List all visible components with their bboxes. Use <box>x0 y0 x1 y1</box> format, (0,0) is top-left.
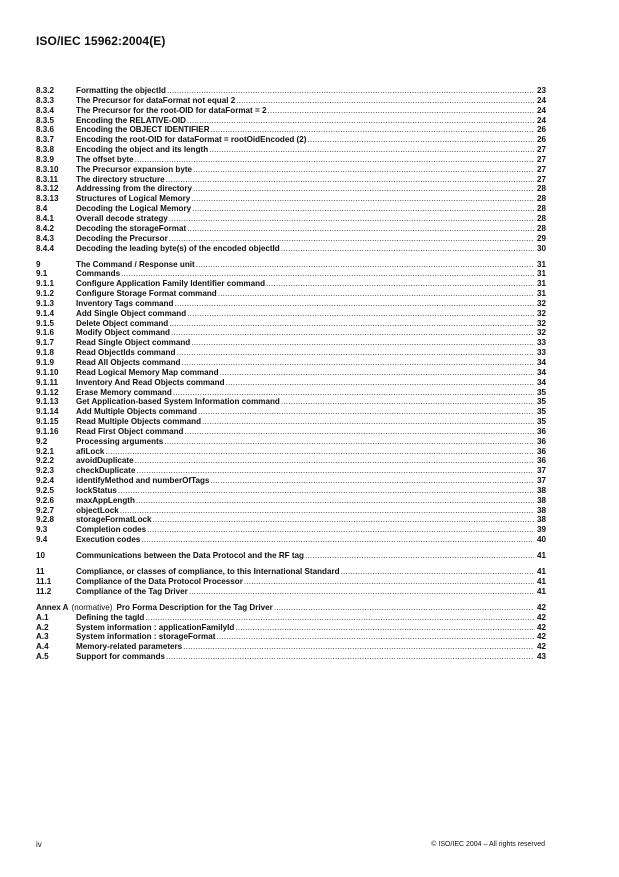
toc-entry-number: Annex A <box>36 602 69 612</box>
toc-entry-title: Erase Memory command <box>76 387 172 397</box>
page-number: iv <box>36 840 42 849</box>
toc-entry-number: 9.1.4 <box>36 308 55 318</box>
toc-entry-number: 9.2 <box>36 436 48 446</box>
toc-entry-page: 24 <box>536 115 546 125</box>
toc-entry-page: 42 <box>536 642 546 652</box>
toc-entry-number: 8.4.1 <box>36 213 55 223</box>
copyright-notice: © ISO/IEC 2004 – All rights reserved <box>431 841 545 848</box>
toc-entry-title: checkDuplicate <box>76 466 136 476</box>
dot-leader <box>121 269 534 279</box>
toc-entry-page: 35 <box>536 417 546 427</box>
dot-leader <box>166 652 534 662</box>
toc-entry-number: 9.1.6 <box>36 328 55 338</box>
dot-leader <box>210 476 534 486</box>
toc-entry-number: 8.3.8 <box>36 145 55 155</box>
toc-entry-page: 37 <box>536 466 546 476</box>
annex-title-text: Pro Forma Description for the Tag Driver <box>116 602 273 612</box>
toc-entry[interactable] <box>36 577 546 587</box>
toc-entry[interactable] <box>36 427 546 437</box>
toc-entry[interactable] <box>36 184 546 194</box>
toc-entry-title: Encoding the OBJECT IDENTIFIER <box>76 125 210 135</box>
toc-entry-title: Read Multiple Objects command <box>76 417 202 427</box>
dot-leader <box>153 515 534 525</box>
toc-entry-number: 8.3.4 <box>36 105 55 115</box>
dot-leader <box>191 338 534 348</box>
toc-entry[interactable] <box>36 244 546 254</box>
toc-entry[interactable] <box>36 194 546 204</box>
toc-entry-title: Decoding the storageFormat <box>76 223 187 233</box>
toc-entry-title: Inventory Tags command <box>76 298 174 308</box>
toc-entry-title: Formatting the objectId <box>76 86 166 95</box>
toc-entry-number: A.5 <box>36 652 49 662</box>
dot-leader <box>193 184 534 194</box>
toc-entry-page: 27 <box>536 164 546 174</box>
toc-entry-title: Defining the tagId <box>76 612 145 622</box>
toc-entry-title: System information : applicationFamilyId <box>76 622 235 632</box>
toc-entry[interactable] <box>36 515 546 525</box>
toc-entry-title: Commands <box>76 269 121 279</box>
toc-entry[interactable] <box>36 466 546 476</box>
toc-entry-page: 38 <box>536 515 546 525</box>
toc-entry-page: 32 <box>536 328 546 338</box>
toc-entry-title: The directory structure <box>76 174 165 184</box>
toc-entry-number: 9.4 <box>36 535 48 545</box>
toc-entry[interactable] <box>36 613 546 623</box>
toc-entry[interactable] <box>36 388 546 398</box>
dot-leader <box>135 155 534 165</box>
toc-entry-title: The Precursor for the root-OID for dataFormat = 2 <box>76 105 267 115</box>
toc-entry-page: 23 <box>536 86 546 95</box>
dot-leader <box>185 427 535 437</box>
toc-entry-title: The Precursor for dataFormat not equal 2 <box>76 95 236 105</box>
toc-entry-title: storageFormatLock <box>76 515 152 525</box>
toc-entry-title: The Precursor expansion byte <box>76 164 193 174</box>
dot-leader <box>136 466 534 476</box>
toc-entry-page: 33 <box>536 338 546 348</box>
toc-entry-page: 35 <box>536 407 546 417</box>
toc-entry[interactable] <box>36 652 546 662</box>
toc-entry[interactable] <box>36 551 546 561</box>
toc-entry-page: 41 <box>536 577 546 587</box>
toc-entry-page: 41 <box>536 586 546 596</box>
toc-entry[interactable] <box>36 496 546 506</box>
dot-leader <box>187 116 534 126</box>
toc-entry-number: A.4 <box>36 642 49 652</box>
toc-entry-title: Read Logical Memory Map command <box>76 367 219 377</box>
toc-entry-number: 8.3.9 <box>36 154 55 164</box>
dot-leader <box>236 96 534 106</box>
toc-entry[interactable] <box>36 378 546 388</box>
dot-leader <box>193 165 534 175</box>
toc-entry-title: Compliance of the Data Protocol Processor <box>76 577 243 587</box>
toc-entry-title: Compliance, or classes of compliance, to this International Standard <box>76 567 340 577</box>
toc-entry-title: Decoding the Precursor <box>76 233 168 243</box>
toc-entry-title: Read ObjectIds command <box>76 348 176 358</box>
toc-entry-page: 31 <box>536 279 546 289</box>
toc-entry-title: Communications between the Data Protocol and the RF tag <box>76 551 304 561</box>
toc-entry[interactable] <box>36 535 546 545</box>
dot-leader <box>173 388 534 398</box>
dot-leader <box>187 309 534 319</box>
dot-leader <box>226 378 534 388</box>
dot-leader <box>196 260 534 270</box>
toc-entry-title: Memory-related parameters <box>76 642 183 652</box>
toc-entry-number: A.1 <box>36 612 49 622</box>
dot-leader <box>281 244 534 254</box>
toc-entry-number: 8.4.2 <box>36 223 55 233</box>
dot-leader <box>192 204 534 214</box>
toc-entry-title: Encoding the object and its length <box>76 145 209 155</box>
toc-entry-number: 9.1.16 <box>36 426 59 436</box>
toc-entry-number: 9.1.14 <box>36 407 59 417</box>
toc-entry-page: 42 <box>536 622 546 632</box>
dot-leader <box>183 642 534 652</box>
toc-entry-title: Decoding the leading byte(s) of the encoded objectId <box>76 243 280 253</box>
toc-entry-page: 27 <box>536 154 546 164</box>
dot-leader <box>267 106 534 116</box>
dot-leader <box>274 603 534 613</box>
toc-entry-title: Execution codes <box>76 535 141 545</box>
toc-entry-number: 9.1.11 <box>36 377 59 387</box>
toc-entry[interactable] <box>36 368 546 378</box>
dot-leader <box>187 224 534 234</box>
toc-entry-page: 38 <box>536 495 546 505</box>
toc-entry[interactable] <box>36 328 546 338</box>
dot-leader <box>147 525 534 535</box>
toc-entry-number: 9.2.5 <box>36 485 55 495</box>
toc-entry-number: 10 <box>36 551 46 561</box>
toc-entry-title: Addressing from the directory <box>76 184 193 194</box>
dot-leader <box>167 86 534 96</box>
toc-entry-title: Modify Object command <box>76 328 170 338</box>
toc-entry-number: 9.1.10 <box>36 367 59 377</box>
toc-entry-title <box>69 603 273 613</box>
toc-entry-title: Completion codes <box>76 525 147 535</box>
dot-leader <box>141 535 534 545</box>
toc-entry-number: 8.3.6 <box>36 125 55 135</box>
toc-entry[interactable] <box>36 506 546 516</box>
toc-entry-page: 40 <box>536 535 546 545</box>
toc-entry-page: 38 <box>536 485 546 495</box>
toc-entry-number: 9.1.2 <box>36 289 55 299</box>
dot-leader <box>120 506 534 516</box>
toc-entry-number: 9.1.7 <box>36 338 55 348</box>
toc-entry-title: The offset byte <box>76 154 134 164</box>
toc-entry-page: 34 <box>536 367 546 377</box>
table-of-contents <box>36 86 546 662</box>
toc-entry[interactable] <box>36 567 546 577</box>
dot-leader <box>189 587 534 597</box>
toc-entry-title: Compliance of the Tag Driver <box>76 586 188 596</box>
toc-entry-title: Configure Application Family Identifier command <box>76 279 266 289</box>
toc-entry-title: Overall decode strategy <box>76 213 168 223</box>
toc-entry-number: A.3 <box>36 632 49 642</box>
toc-entry[interactable] <box>36 603 546 613</box>
toc-entry-page: 43 <box>536 652 546 662</box>
toc-entry[interactable] <box>36 447 546 457</box>
toc-entry-page: 27 <box>536 174 546 184</box>
toc-entry[interactable] <box>36 348 546 358</box>
dot-leader <box>169 214 534 224</box>
toc-entry-page: 36 <box>536 426 546 436</box>
toc-entry-number: 9 <box>36 259 41 269</box>
toc-entry-number: 9.2.8 <box>36 515 55 525</box>
toc-entry-page: 26 <box>536 125 546 135</box>
dot-leader <box>305 551 534 561</box>
toc-entry-page: 42 <box>536 612 546 622</box>
toc-entry[interactable] <box>36 407 546 417</box>
toc-entry-number: 9.3 <box>36 525 48 535</box>
toc-entry-title: maxAppLength <box>76 495 135 505</box>
annex-type-label: (normative) <box>71 602 113 612</box>
dot-leader <box>182 358 535 368</box>
toc-entry-title: Configure Storage Format command <box>76 289 217 299</box>
toc-entry-page: 31 <box>536 259 546 269</box>
toc-entry-page: 33 <box>536 348 546 358</box>
toc-entry-title: identifyMethod and numberOfTags <box>76 476 210 486</box>
toc-entry-title: Get Application-based System Information command <box>76 397 280 407</box>
toc-entry[interactable] <box>36 145 546 155</box>
toc-entry-title: afiLock <box>76 446 105 456</box>
toc-entry-number: 9.2.4 <box>36 476 55 486</box>
toc-entry-page: 31 <box>536 289 546 299</box>
toc-entry-page: 34 <box>536 357 546 367</box>
dot-leader <box>145 613 534 623</box>
toc-entry-number: 8.3.10 <box>36 164 59 174</box>
dot-leader <box>191 194 534 204</box>
toc-entry-number: 11.1 <box>36 577 52 587</box>
toc-entry-number: 9.2.2 <box>36 456 55 466</box>
toc-entry-number: 8.4 <box>36 204 48 214</box>
toc-entry-number: 8.3.13 <box>36 194 59 204</box>
toc-entry[interactable] <box>36 486 546 496</box>
toc-entry-number: 8.3.11 <box>36 174 59 184</box>
toc-entry-title: Delete Object command <box>76 318 169 328</box>
toc-entry-title: The Command / Response unit <box>76 259 195 269</box>
toc-entry[interactable] <box>36 269 546 279</box>
toc-entry-number: 8.3.3 <box>36 95 55 105</box>
toc-entry[interactable] <box>36 289 546 299</box>
toc-entry-title: Processing arguments <box>76 436 164 446</box>
dot-leader <box>281 397 534 407</box>
toc-entry-title: Structures of Logical Memory <box>76 194 191 204</box>
toc-entry-page: 32 <box>536 318 546 328</box>
toc-entry-title: Read Single Object command <box>76 338 191 348</box>
toc-entry[interactable] <box>36 86 546 96</box>
toc-entry-page: 29 <box>536 233 546 243</box>
toc-entry-number: 9.1 <box>36 269 48 279</box>
toc-entry-page: 36 <box>536 436 546 446</box>
toc-entry[interactable] <box>36 224 546 234</box>
toc-entry-page: 42 <box>536 632 546 642</box>
toc-entry[interactable] <box>36 437 546 447</box>
toc-entry-title: Read First Object command <box>76 426 184 436</box>
document-header: ISO/IEC 15962:2004(E) <box>36 34 166 48</box>
toc-entry[interactable] <box>36 234 546 244</box>
toc-entry-number: 8.4.3 <box>36 233 55 243</box>
toc-entry[interactable] <box>36 135 546 145</box>
toc-entry-number: 8.4.4 <box>36 243 55 253</box>
toc-entry-number: 9.2.7 <box>36 505 55 515</box>
toc-entry[interactable] <box>36 155 546 165</box>
toc-entry-title: Add Single Object command <box>76 308 187 318</box>
dot-leader <box>174 299 534 309</box>
toc-entry-page: 36 <box>536 446 546 456</box>
toc-entry-page: 41 <box>536 551 546 561</box>
toc-entry-title: avoidDuplicate <box>76 456 134 466</box>
toc-entry-number: 11.2 <box>36 586 52 596</box>
dot-leader <box>118 486 534 496</box>
toc-entry-page: 38 <box>536 505 546 515</box>
toc-entry-page: 26 <box>536 135 546 145</box>
toc-entry-page: 35 <box>536 397 546 407</box>
toc-entry-number: 8.3.12 <box>36 184 59 194</box>
toc-entry[interactable] <box>36 338 546 348</box>
toc-entry[interactable] <box>36 319 546 329</box>
toc-entry-number: 9.1.1 <box>36 279 55 289</box>
toc-entry[interactable] <box>36 260 546 270</box>
toc-entry[interactable] <box>36 587 546 597</box>
dot-leader <box>164 437 534 447</box>
toc-entry-page: 30 <box>536 243 546 253</box>
toc-entry-page: 34 <box>536 377 546 387</box>
toc-entry-page: 37 <box>536 476 546 486</box>
toc-entry-title: Support for commands <box>76 652 166 662</box>
dot-leader <box>169 319 534 329</box>
toc-entry[interactable] <box>36 623 546 633</box>
toc-entry[interactable] <box>36 125 546 135</box>
dot-leader <box>135 456 534 466</box>
toc-entry-page: 36 <box>536 456 546 466</box>
toc-entry[interactable] <box>36 214 546 224</box>
dot-leader <box>105 447 534 457</box>
toc-entry-page: 28 <box>536 204 546 214</box>
dot-leader <box>198 407 534 417</box>
toc-entry-page: 35 <box>536 387 546 397</box>
dot-leader <box>136 496 534 506</box>
toc-entry-number: A.2 <box>36 622 49 632</box>
toc-entry-number: 9.1.13 <box>36 397 59 407</box>
dot-leader <box>220 368 534 378</box>
toc-entry[interactable] <box>36 456 546 466</box>
toc-entry-page: 28 <box>536 223 546 233</box>
toc-entry[interactable] <box>36 309 546 319</box>
dot-leader <box>266 279 534 289</box>
toc-entry-number: 8.3.7 <box>36 135 55 145</box>
dot-leader <box>341 567 534 577</box>
toc-entry-page: 28 <box>536 184 546 194</box>
toc-entry-page: 28 <box>536 194 546 204</box>
toc-entry-title: Read All Objects command <box>76 357 181 367</box>
toc-entry-page: 32 <box>536 298 546 308</box>
dot-leader <box>209 145 534 155</box>
toc-entry-title: objectLock <box>76 505 119 515</box>
toc-entry-number: 9.1.12 <box>36 387 59 397</box>
dot-leader <box>216 632 534 642</box>
toc-entry-title: System information : storageFormat <box>76 632 216 642</box>
toc-entry[interactable] <box>36 417 546 427</box>
toc-entry[interactable] <box>36 165 546 175</box>
toc-entry-number: 11 <box>36 567 45 577</box>
toc-entry[interactable] <box>36 116 546 126</box>
toc-entry-title: Encoding the root-OID for dataFormat = rootOidEncoded (2) <box>76 135 307 145</box>
toc-entry-number: 9.1.15 <box>36 417 59 427</box>
dot-leader <box>211 125 534 135</box>
toc-entry-page: 41 <box>536 567 546 577</box>
toc-entry-page: 42 <box>536 602 546 612</box>
toc-entry-number: 8.3.5 <box>36 115 55 125</box>
toc-entry-page: 27 <box>536 145 546 155</box>
toc-entry-number: 9.2.6 <box>36 495 55 505</box>
toc-entry[interactable] <box>36 632 546 642</box>
dot-leader <box>202 417 534 427</box>
toc-entry-title: Add Multiple Objects command <box>76 407 197 417</box>
toc-entry-number: 9.2.1 <box>36 446 55 456</box>
dot-leader <box>218 289 534 299</box>
toc-entry[interactable] <box>36 397 546 407</box>
dot-leader <box>244 577 534 587</box>
toc-entry-page: 39 <box>536 525 546 535</box>
toc-entry-number: 9.1.8 <box>36 348 55 358</box>
dot-leader <box>171 328 534 338</box>
toc-entry[interactable] <box>36 476 546 486</box>
toc-entry[interactable] <box>36 204 546 214</box>
toc-entry-title: lockStatus <box>76 485 117 495</box>
toc-entry-page: 24 <box>536 105 546 115</box>
toc-entry-page: 31 <box>536 269 546 279</box>
toc-entry-title: Inventory And Read Objects command <box>76 377 225 387</box>
toc-entry[interactable] <box>36 299 546 309</box>
toc-entry-page: 32 <box>536 308 546 318</box>
toc-entry-number: 9.1.9 <box>36 357 55 367</box>
toc-entry[interactable] <box>36 175 546 185</box>
toc-entry[interactable] <box>36 96 546 106</box>
toc-entry-page: 28 <box>536 213 546 223</box>
toc-entry-number: 9.2.3 <box>36 466 55 476</box>
toc-entry-title: Decoding the Logical Memory <box>76 204 192 214</box>
toc-entry[interactable] <box>36 525 546 535</box>
toc-entry[interactable] <box>36 106 546 116</box>
toc-entry-number: 8.3.2 <box>36 86 55 95</box>
dot-leader <box>166 175 534 185</box>
toc-entry-number: 9.1.5 <box>36 318 55 328</box>
toc-entry[interactable] <box>36 642 546 652</box>
dot-leader <box>176 348 534 358</box>
dot-leader <box>235 623 534 633</box>
toc-entry[interactable] <box>36 358 546 368</box>
toc-entry-number: 9.1.3 <box>36 298 55 308</box>
dot-leader <box>307 135 534 145</box>
toc-entry-title: Encoding the RELATIVE-OID <box>76 115 187 125</box>
toc-entry-page: 24 <box>536 95 546 105</box>
toc-entry[interactable] <box>36 279 546 289</box>
dot-leader <box>169 234 534 244</box>
